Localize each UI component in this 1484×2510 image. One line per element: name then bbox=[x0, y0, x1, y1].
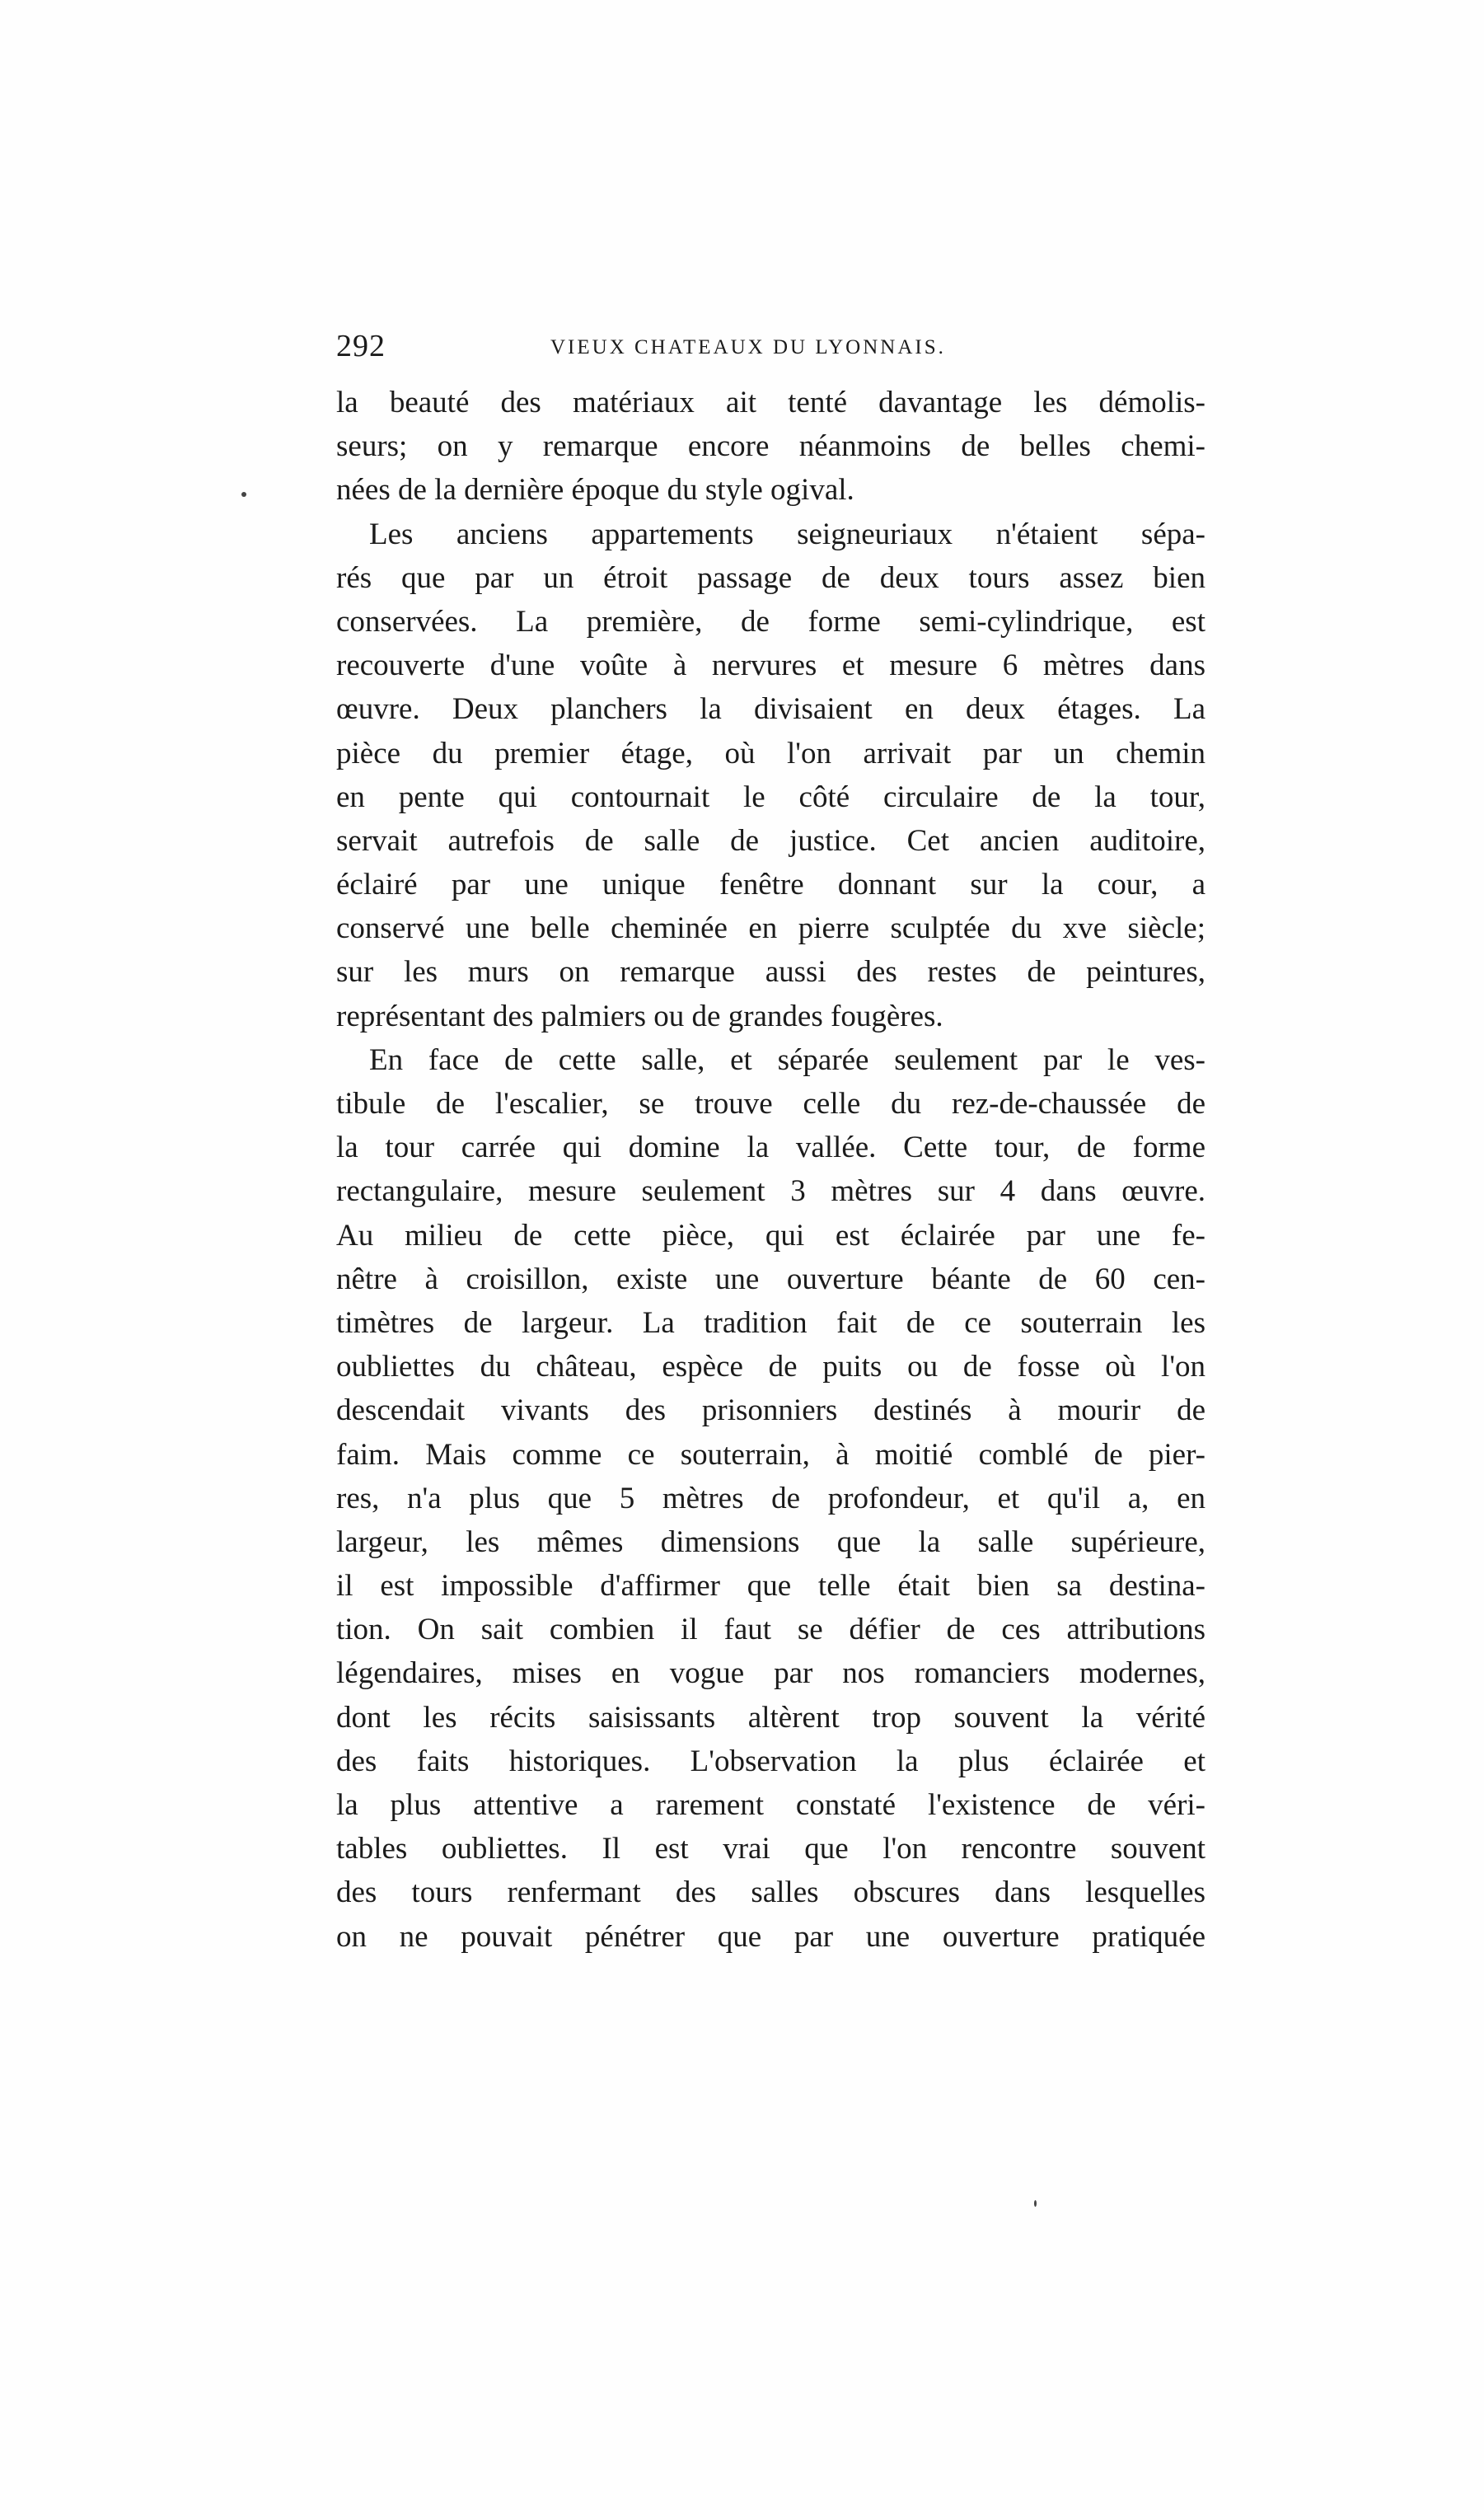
text-line: nêtre à croisillon, existe une ouverture béante de 60 cen- bbox=[336, 1262, 1205, 1296]
text-line: on ne pouvait pénétrer que par une ouverture pratiquée bbox=[336, 1919, 1205, 1954]
text-line: la beauté des matériaux ait tenté davantage les démolis- bbox=[336, 386, 1205, 419]
text-line: rectangulaire, mesure seulement 3 mètres sur 4 dans œuvre. bbox=[336, 1174, 1205, 1209]
ink-speck bbox=[241, 492, 246, 497]
text-line: rés que par un étroit passage de deux tours assez bien bbox=[336, 560, 1205, 595]
paragraph bbox=[336, 1038, 1205, 1959]
text-line: pièce du premier étage, où l'on arrivait par un chemin bbox=[336, 736, 1205, 770]
paragraph bbox=[336, 513, 1205, 1038]
text-line: descendait vivants des prisonniers destinés à mourir de bbox=[336, 1393, 1205, 1428]
text-line: sur les murs on remarque aussi des restes de peintures, bbox=[336, 955, 1205, 990]
text-line: dont les récits saisissants altèrent trop souvent la vérité bbox=[336, 1700, 1205, 1735]
page-number: 292 bbox=[336, 329, 386, 363]
text-line: en pente qui contournait le côté circulaire de la tour, bbox=[336, 780, 1205, 814]
body-text bbox=[336, 381, 1205, 1959]
text-line: œuvre. Deux planchers la divisaient en deux étages. La bbox=[336, 692, 1205, 727]
text-line: éclairé par une unique fenêtre donnant sur la cour, a bbox=[336, 868, 1205, 902]
text-line: En face de cette salle, et séparée seulement par le ves- bbox=[369, 1042, 1205, 1077]
ink-speck bbox=[1034, 2200, 1037, 2207]
text-line: servait autrefois de salle de justice. Cet ancien auditoire, bbox=[336, 823, 1205, 858]
text-line: largeur, les mêmes dimensions que la salle supérieure, bbox=[336, 1524, 1205, 1559]
text-line: oubliettes du château, espèce de puits ou de fosse où l'on bbox=[336, 1350, 1205, 1384]
text-line: tion. On sait combien il faut se défier de ces attributions bbox=[336, 1613, 1205, 1647]
text-line: recouverte d'une voûte à nervures et mesure 6 mètres dans bbox=[336, 649, 1205, 683]
text-line: faim. Mais comme ce souterrain, à moitié comblé de pier- bbox=[336, 1437, 1205, 1472]
text-line: nées de la dernière époque du style ogival. bbox=[336, 473, 854, 508]
text-line: des faits historiques. L'observation la plus éclairée et bbox=[336, 1744, 1205, 1778]
text-line: Les anciens appartements seigneuriaux n'étaient sépa- bbox=[369, 517, 1205, 551]
text-line: légendaires, mises en vogue par nos romanciers modernes, bbox=[336, 1656, 1205, 1691]
paragraph bbox=[336, 381, 1205, 513]
text-line: des tours renfermant des salles obscures dans lesquelles bbox=[336, 1875, 1205, 1910]
text-line: la tour carrée qui domine la vallée. Cette tour, de forme bbox=[336, 1131, 1205, 1165]
text-line: conservées. La première, de forme semi-cylindrique, est bbox=[336, 604, 1205, 639]
text-line: il est impossible d'affirmer que telle était bien sa destina- bbox=[336, 1569, 1205, 1604]
text-line: timètres de largeur. La tradition fait de ce souterrain les bbox=[336, 1305, 1205, 1340]
text-line: res, n'a plus que 5 mètres de profondeur, et qu'il a, en bbox=[336, 1481, 1205, 1515]
text-line: la plus attentive a rarement constaté l'existence de véri- bbox=[336, 1788, 1205, 1822]
text-line: conservé une belle cheminée en pierre sculptée du xve siècle; bbox=[336, 911, 1205, 946]
text-line: représentant des palmiers ou de grandes fougères. bbox=[336, 999, 943, 1033]
running-head bbox=[336, 328, 1205, 377]
text-line: Au milieu de cette pièce, qui est éclairée par une fe- bbox=[336, 1218, 1205, 1253]
text-line: tibule de l'escalier, se trouve celle du rez-de-chaussée de bbox=[336, 1087, 1205, 1121]
text-line: seurs; on y remarque encore néanmoins de belles chemi- bbox=[336, 429, 1205, 464]
running-title: VIEUX CHATEAUX DU LYONNAIS. bbox=[550, 336, 946, 358]
text-line: tables oubliettes. Il est vrai que l'on rencontre souvent bbox=[336, 1832, 1205, 1866]
